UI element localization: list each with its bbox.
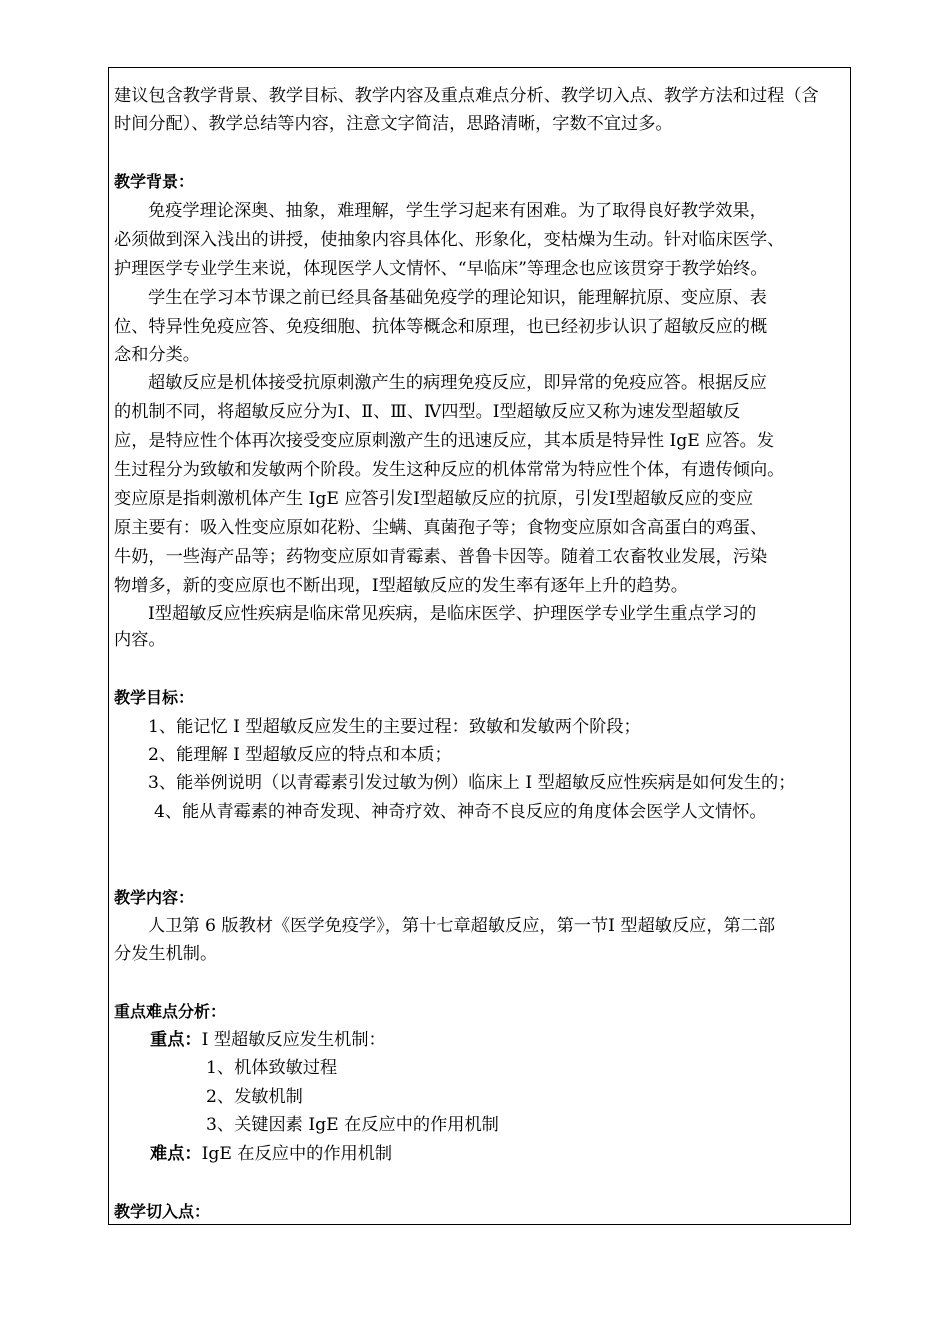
paragraph-line: 的机制不同，将超敏反应分为Ⅰ、Ⅱ、Ⅲ、Ⅳ四型。Ⅰ型超敏反应又称为速发型超敏反 (114, 402, 741, 422)
paragraph-line: 物增多，新的变应原也不断出现，Ⅰ型超敏反应的发生率有逐年上升的趋势。 (114, 576, 688, 596)
difficult-label: 难点： (150, 1144, 202, 1164)
paragraph-line: 学生在学习本节课之前已经具备基础免疫学的理论知识，能理解抗原、变应原、表 (148, 288, 767, 308)
background-heading: 教学背景： (114, 172, 195, 191)
objective-item: 3、能举例说明（以青霉素引发过敏为例）临床上 I 型超敏反应性疾病是如何发生的； (148, 773, 796, 793)
keypoints-heading: 重点难点分析： (114, 1002, 227, 1021)
paragraph-line: Ⅰ型超敏反应性疾病是临床常见疾病，是临床医学、护理医学专业学生重点学习的 (148, 604, 757, 624)
paragraph-line: 位、特异性免疫应答、免疫细胞、抗体等概念和原理，也已经初步认识了超敏反应的概 (114, 317, 768, 337)
key-point-row (150, 1026, 386, 1054)
key-item: 3、关键因素 IgE 在反应中的作用机制 (206, 1115, 499, 1135)
intro-line: 建议包含教学背景、教学目标、教学内容及重点难点分析、教学切入点、教学方法和过程（含 (114, 86, 819, 106)
paragraph-line: 免疫学理论深奥、抽象，难理解，学生学习起来有困难。为了取得良好教学效果， (148, 201, 767, 221)
paragraph-line: 念和分类。 (114, 345, 200, 365)
objective-item: 4、能从青霉素的神奇发现、神奇疗效、神奇不良反应的角度体会医学人文情怀。 (154, 802, 767, 822)
entry-heading: 教学切入点： (114, 1202, 211, 1221)
content-heading: 教学内容： (114, 888, 195, 907)
paragraph-line: 应，是特应性个体再次接受变应原刺激产生的迅速反应，其本质是特异性 IgE 应答。发 (114, 431, 775, 451)
paragraph-line: 牛奶，一些海产品等；药物变应原如青霉素、普鲁卡因等。随着工农畜牧业发展，污染 (114, 547, 768, 567)
intro-line: 时间分配）、教学总结等内容，注意文字简洁，思路清晰，字数不宜过多。 (114, 114, 673, 134)
paragraph-line: 分发生机制。 (114, 944, 218, 964)
paragraph-line: 内容。 (114, 630, 166, 650)
paragraph-line: 人卫第 6 版教材《医学免疫学》，第十七章超敏反应，第一节I 型超敏反应，第二部 (148, 916, 776, 936)
difficult-point-row (150, 1140, 392, 1168)
key-label: 重点： (150, 1030, 202, 1050)
paragraph-line: 原主要有：吸入性变应原如花粉、尘螨、真菌孢子等；食物变应原如含高蛋白的鸡蛋、 (114, 518, 768, 538)
paragraph-line: 超敏反应是机体接受抗原刺激产生的病理免疫反应，即异常的免疫应答。根据反应 (148, 373, 767, 393)
key-item: 1、机体致敏过程 (206, 1058, 338, 1078)
key-text: I 型超敏反应发生机制： (201, 1030, 386, 1050)
paragraph-line: 生过程分为致敏和发敏两个阶段。发生这种反应的机体常常为特应性个体，有遗传倾向。 (114, 460, 785, 480)
difficult-text: IgE 在反应中的作用机制 (201, 1144, 393, 1164)
paragraph-line: 护理医学专业学生来说，体现医学人文情怀、“早临床”等理念也应该贯穿于教学始终。 (114, 259, 768, 279)
objective-item: 2、能理解 I 型超敏反应的特点和本质； (148, 745, 452, 765)
objectives-heading: 教学目标： (114, 688, 195, 707)
key-item: 2、发敏机制 (206, 1087, 303, 1107)
paragraph-line: 必须做到深入浅出的讲授，使抽象内容具体化、形象化，变枯燥为生动。针对临床医学、 (114, 230, 785, 250)
objective-item: 1、能记忆 I 型超敏反应发生的主要过程：致敏和发敏两个阶段； (148, 717, 641, 737)
paragraph-line: 变应原是指刺激机体产生 IgE 应答引发Ⅰ型超敏反应的抗原，引发Ⅰ型超敏反应的变应 (114, 489, 754, 509)
